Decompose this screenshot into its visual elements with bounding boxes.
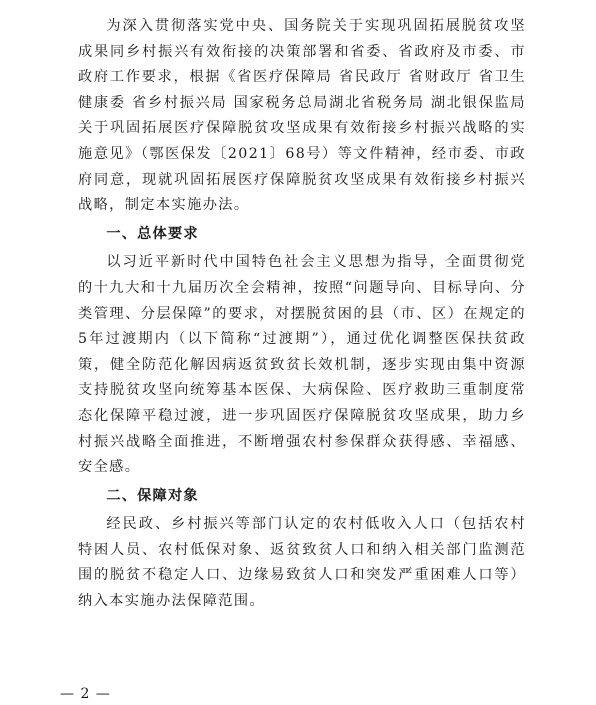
section-heading-coverage-targets: 二、保障对象 bbox=[106, 487, 199, 504]
general-requirements-paragraph: 以习近平新时代中国特色社会主义思想为指导，全面贯彻党的十九大和十九届历次全会精神，按照“问题导向、目标导向、分类管理、分层保障”的要求，对摆脱贫困的县（市、区）在规定的5年过渡期内（以下简称“过渡期”），通过优化调整医保扶贫政策，健全防范化解因病返贫致贫长效机制，逐步实现由集中资源支持脱贫攻坚向统筹基本医保、大病保险、医疗救助三重制度常态化保障平稳过渡，进一步巩固医疗保障脱贫攻坚成果，助力乡村振兴战略全面推进，不断增强农村参保群众获得感、幸福感、安全感。 bbox=[78, 254, 526, 476]
page-number: — 2 — bbox=[60, 686, 111, 702]
intro-paragraph: 为深入贯彻落实党中央、国务院关于实现巩固拓展脱贫攻坚成果同乡村振兴有效衔接的决策部署和省委、省政府及市委、市政府工作要求，根据《省医疗保障局 省民政厅 省财政厅 省卫生健康委 省乡村振兴局 国家税务总局湖北省税务局 湖北银保监局关于巩固拓展医疗保障脱贫攻坚成果有效衔接乡村振兴战略的实施意见》（鄂医保发〔2021〕68号）等文件精神，经市委、市政府同意，现就巩固拓展医疗保障脱贫攻坚成果有效衔接乡村振兴战略，制定本实施办法。 bbox=[78, 18, 526, 214]
coverage-targets-paragraph: 经民政、乡村振兴等部门认定的农村低收入人口（包括农村特困人员、农村低保对象、返贫致贫人口和纳入相关部门监测范围的脱贫不稳定人口、边缘易致贫人口和突发严重困难人口等）纳入本实施办法保障范围。 bbox=[78, 516, 526, 610]
section-heading-general-requirements: 一、总体要求 bbox=[106, 225, 199, 242]
document-body bbox=[78, 14, 526, 615]
